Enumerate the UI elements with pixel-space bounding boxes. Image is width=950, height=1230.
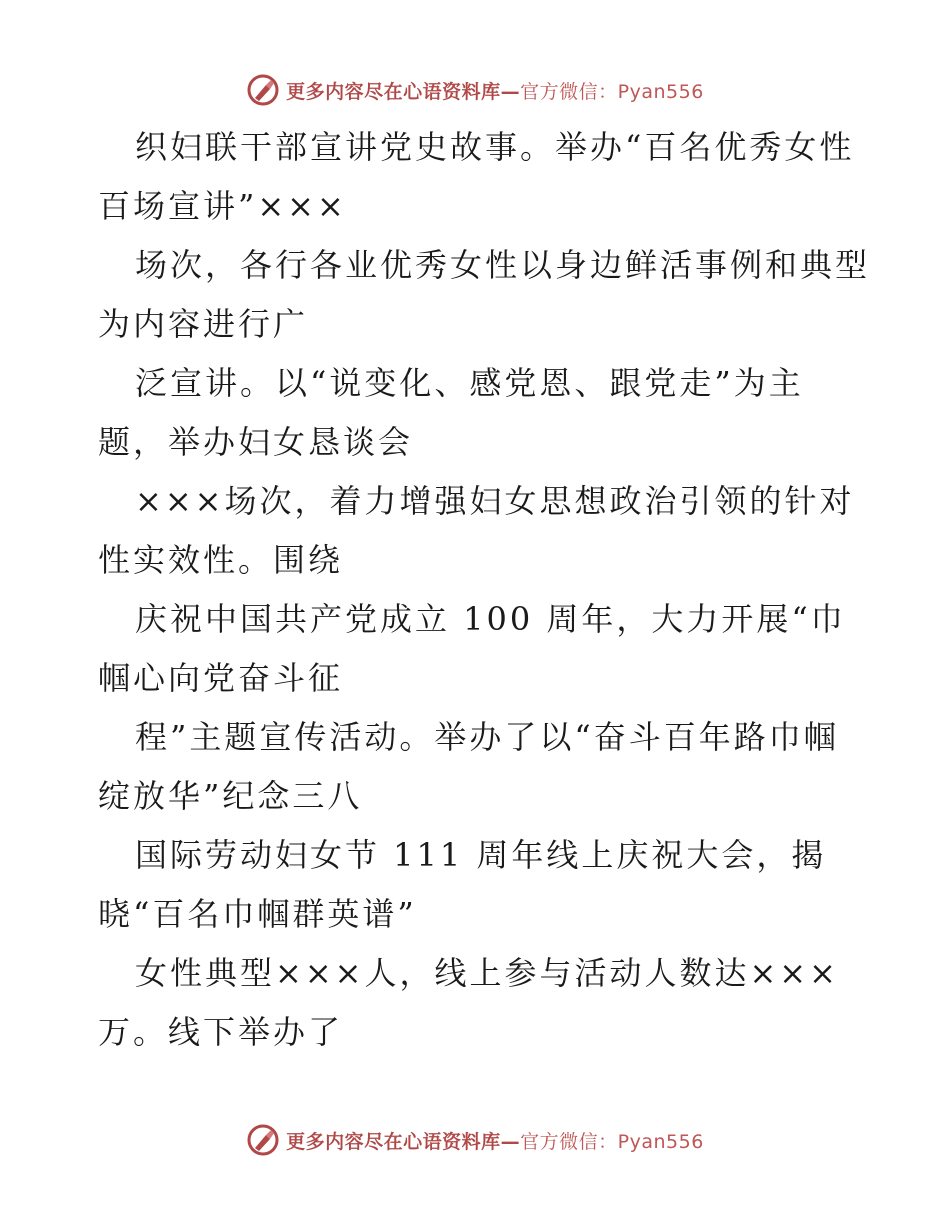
paragraph-line: 场次，各行各业优秀女性以身边鲜活事例和典型: [135, 246, 871, 284]
paragraph-line: 织妇联干部宣讲党史故事。举办“百名优秀女性: [135, 128, 855, 166]
paragraph-line: 庆祝中国共产党成立 100 周年，大力开展“巾: [135, 600, 846, 638]
header-watermark: [0, 70, 950, 110]
paragraph-line: 万。线下举办了: [98, 1013, 344, 1051]
paragraph-line: 晓“百名巾帼群英谱”: [98, 895, 417, 933]
paragraph-line: ×××场次，着力增强妇女思想政治引领的针对: [135, 482, 855, 520]
pen-nib-logo-icon: [246, 1123, 280, 1157]
document-body: [98, 118, 871, 1062]
paragraph-line: 绽放华”纪念三八: [98, 777, 363, 815]
paragraph-line: 题，举办妇女恳谈会: [98, 423, 414, 461]
paragraph-line: 国际劳动妇女节 111 周年线上庆祝大会，揭: [135, 836, 827, 874]
watermark-text: 更多内容尽在心语资料库—官方微信：Pyan556: [286, 1130, 704, 1153]
paragraph-line: 性实效性。围绕: [98, 541, 344, 579]
footer-watermark: [0, 1120, 950, 1160]
paragraph-line: 百场宣讲”×××: [98, 187, 347, 225]
pen-nib-logo-icon: [246, 73, 280, 107]
paragraph-line: 泛宣讲。以“说变化、感党恩、跟党走”为主: [135, 364, 804, 402]
paragraph-line: 程”主题宣传活动。举办了以“奋斗百年路巾帼: [135, 718, 839, 756]
paragraph-line: 女性典型×××人，线上参与活动人数达×××: [135, 954, 839, 992]
paragraph-line: 为内容进行广: [98, 305, 309, 343]
paragraph-line: 帼心向党奋斗征: [98, 659, 344, 697]
watermark-text: 更多内容尽在心语资料库—官方微信：Pyan556: [286, 80, 704, 103]
